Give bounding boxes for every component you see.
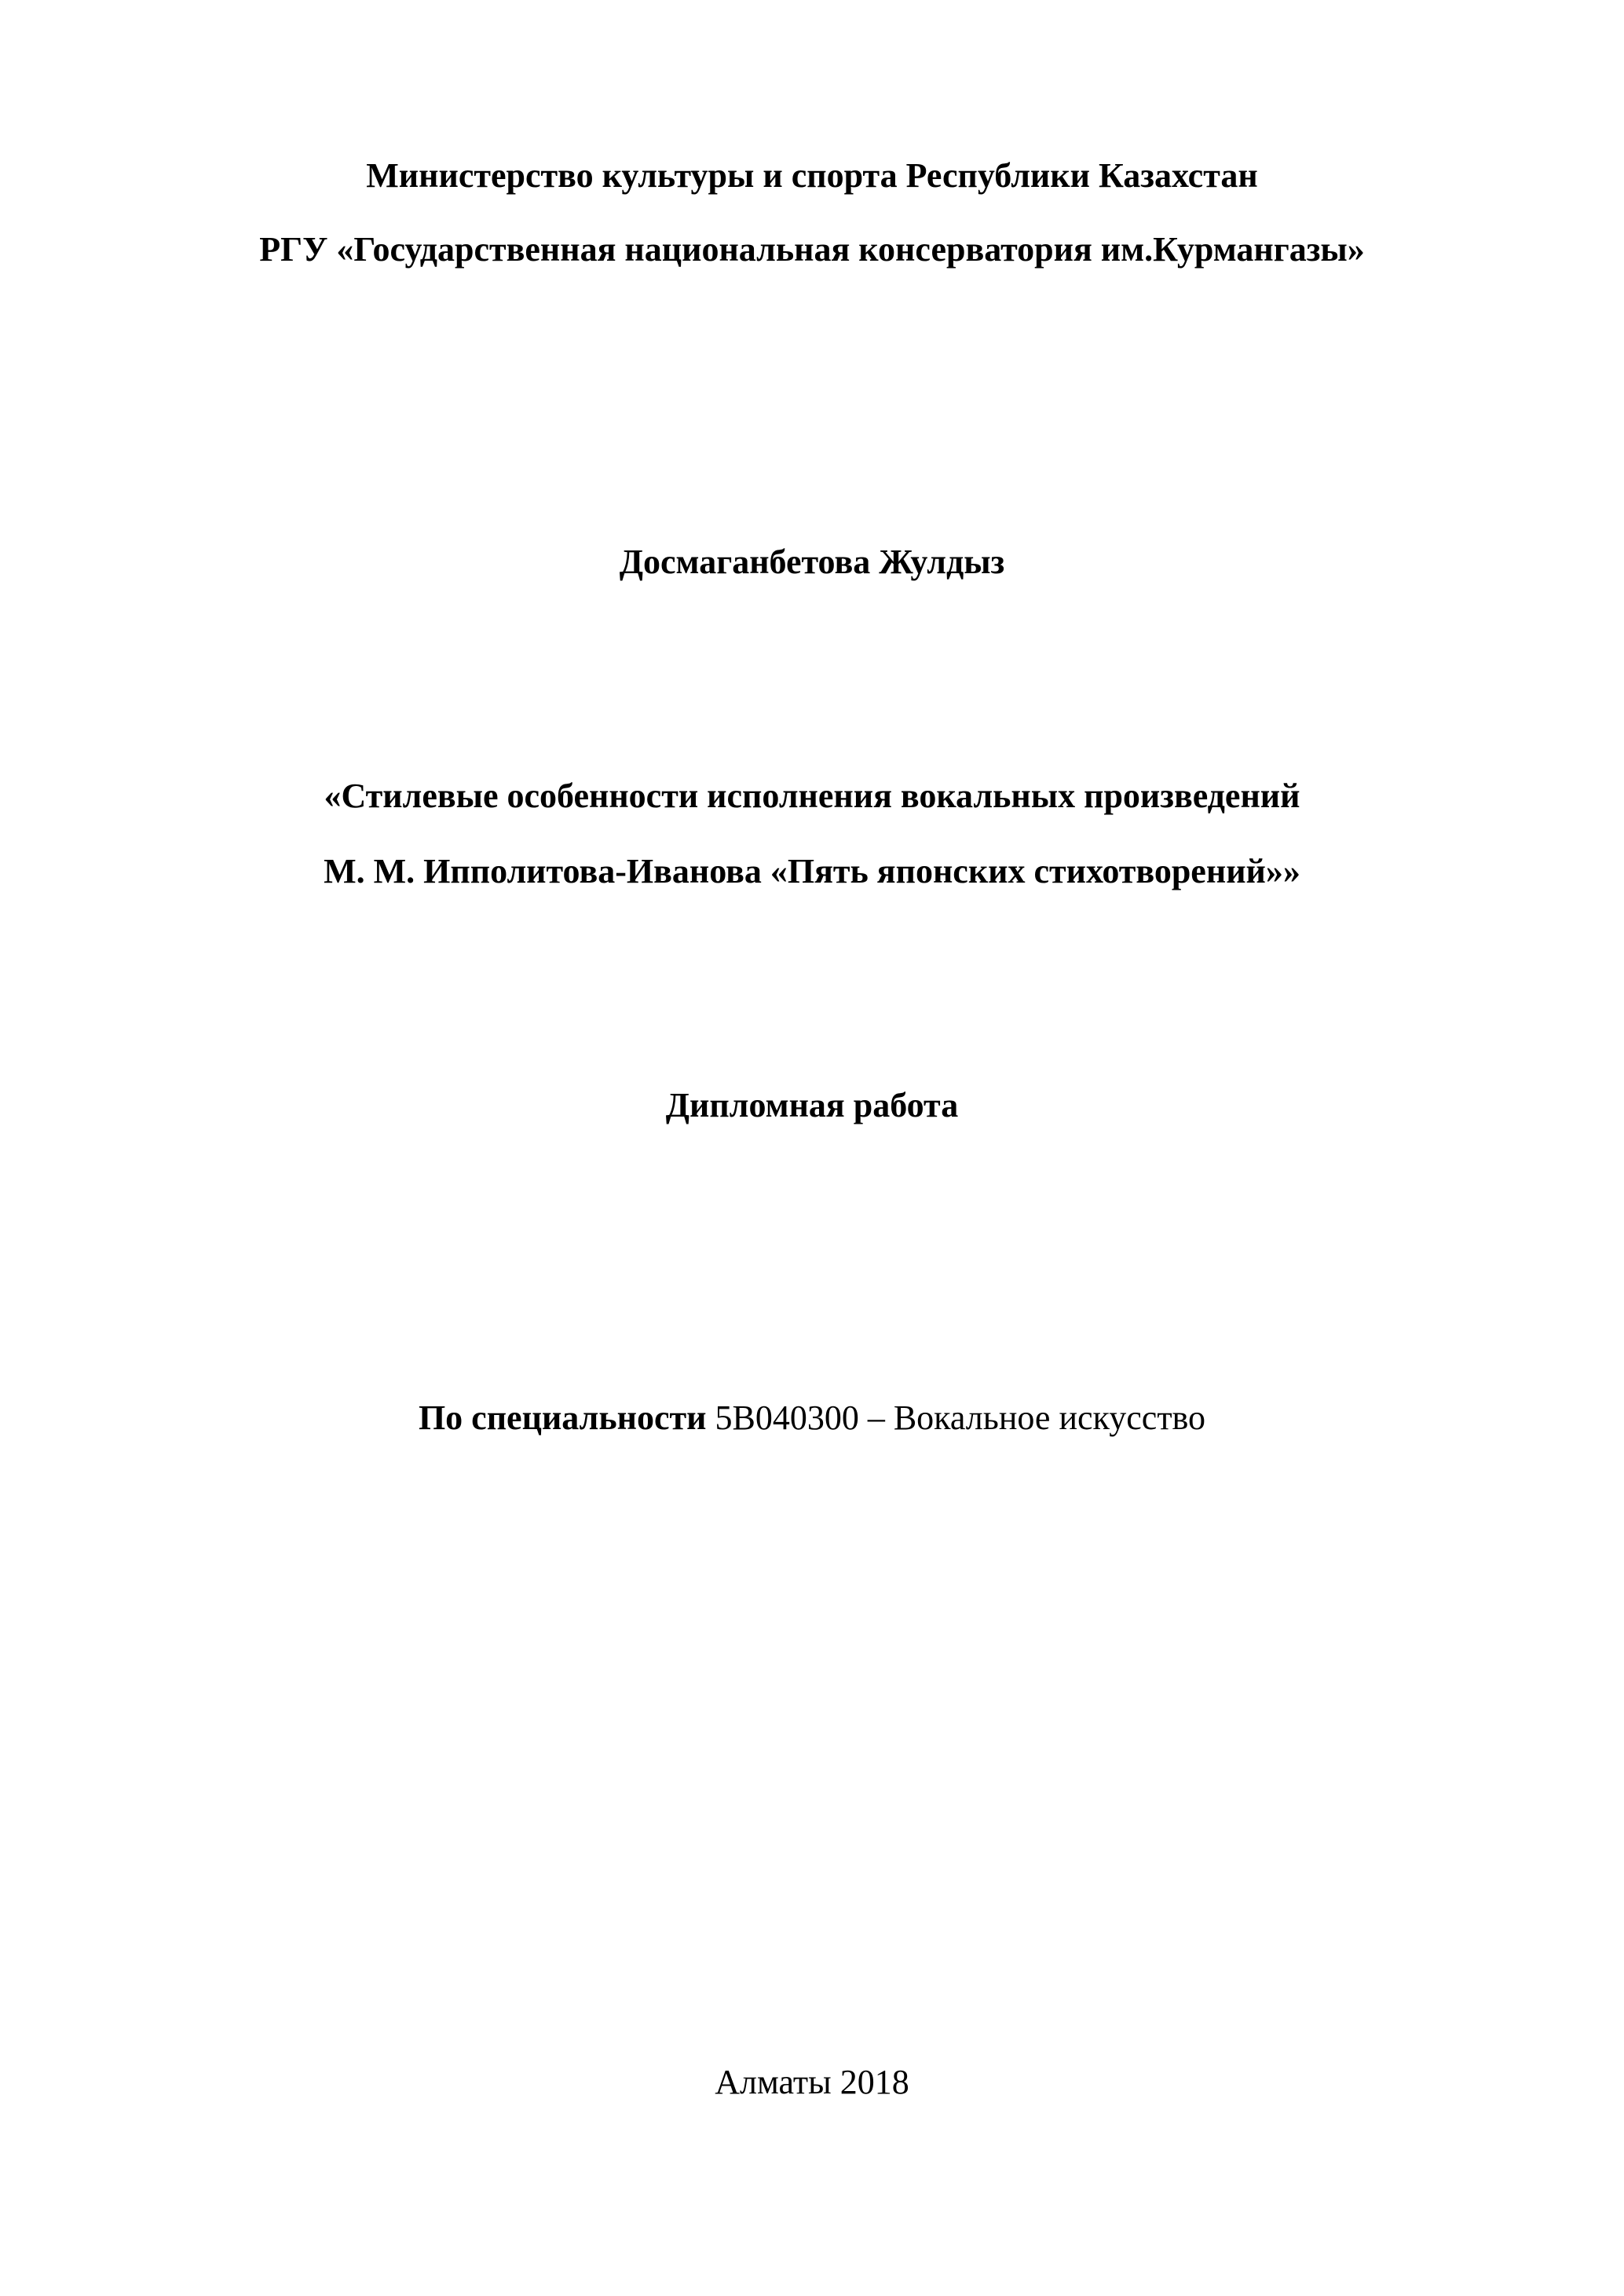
thesis-title-line-1: «Стилевые особенности исполнения вокальных произведений xyxy=(324,777,1300,815)
specialty-line xyxy=(0,1396,1624,1440)
city-year: Алматы 2018 xyxy=(715,2063,909,2101)
ministry-heading: Министерство культуры и спорта Республики Казахстан xyxy=(366,156,1258,195)
thesis-title-line-2: М. М. Ипполитова-Иванова «Пять японских стихотворений»» xyxy=(324,852,1300,890)
work-type: Дипломная работа xyxy=(665,1086,959,1124)
institution-heading: РГУ «Государственная национальная консерватория им.Курмангазы» xyxy=(259,230,1365,269)
specialty-value: 5В040300 – Вокальное искусство xyxy=(715,1398,1206,1437)
specialty-label: По специальности xyxy=(418,1398,707,1437)
author-name: Досмаганбетова Жулдыз xyxy=(619,543,1005,581)
